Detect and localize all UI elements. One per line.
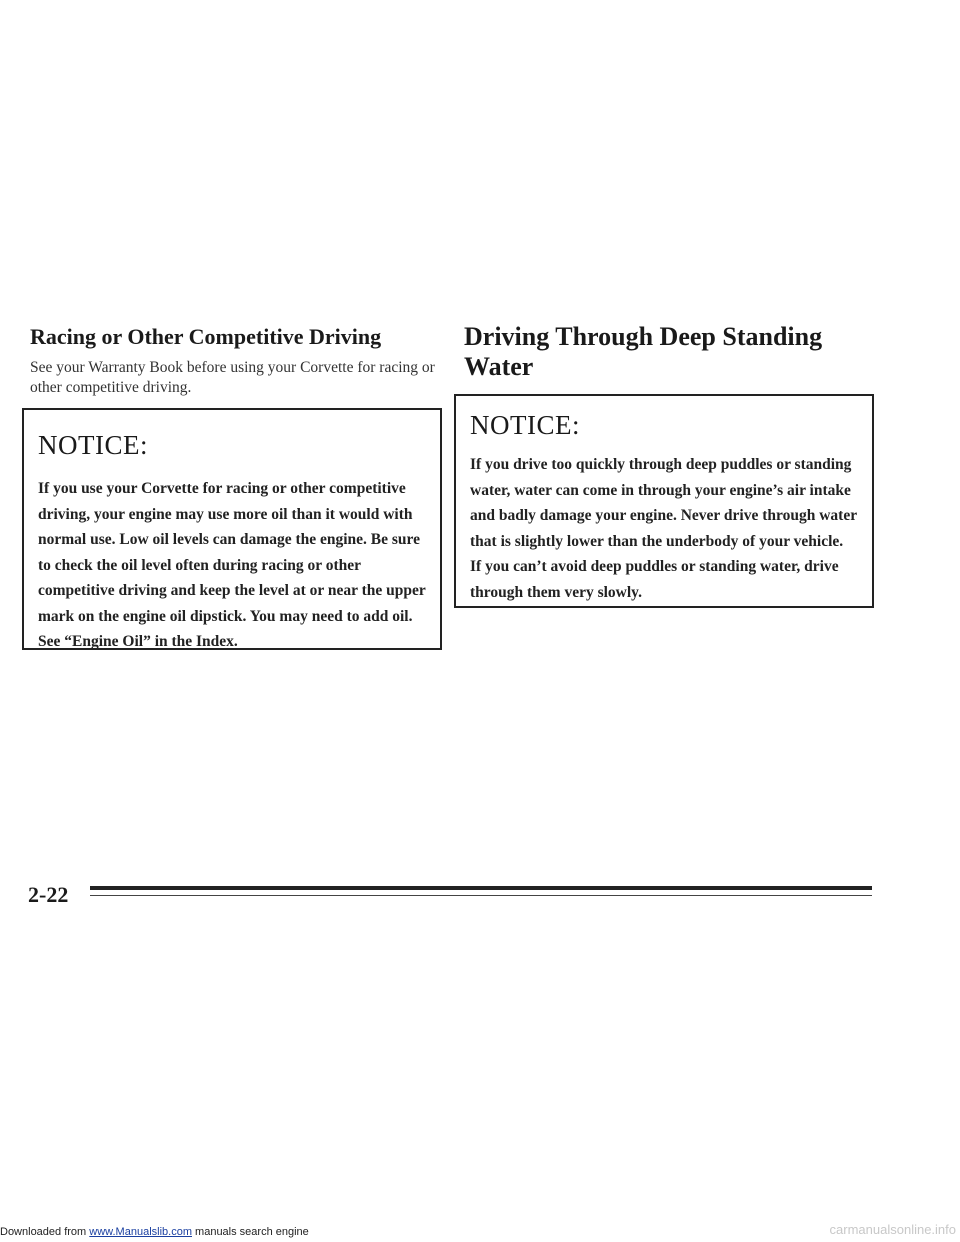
download-note-prefix: Downloaded from	[0, 1226, 90, 1238]
section-heading-deep-water: Driving Through Deep Standing Water	[464, 322, 823, 381]
racing-intro-text: See your Warranty Book before using your Corvette for racing or other competitive driving.	[30, 359, 435, 396]
notice-title: NOTICE:	[470, 410, 580, 440]
notice-title: NOTICE:	[38, 430, 148, 460]
section-heading-racing: Racing or Other Competitive Driving	[30, 324, 382, 349]
download-note	[0, 1226, 309, 1238]
manualslib-link[interactable]: www.Manualslib.com	[89, 1226, 192, 1238]
page-number: 2-22	[28, 882, 69, 907]
footer-rule-thin	[90, 895, 872, 896]
notice-box-deep-water	[454, 394, 874, 608]
notice-box-racing	[22, 408, 442, 650]
footer-rule	[90, 886, 872, 890]
notice-text: If you use your Corvette for racing or other competitive driving, your engine may use more oil than it would with normal use. Low oil levels can damage the engine. Be sure to check the oil level often during racing or other competitive driving and keep the level at or near the upper mark on the engine oil dipstick. You may need to add oil. See “Engine Oil” in the Index.	[38, 480, 426, 650]
notice-text: If you drive too quickly through deep puddles or standing water, water can come in through your engine’s air intake and badly damage your engine. Never drive through water that is slightly lower than the underbody of your vehicle. If you can’t avoid deep puddles or standing water, drive through them very slowly.	[470, 456, 857, 601]
download-note-suffix: manuals search engine	[191, 1226, 309, 1238]
watermark: carmanualsonline.info	[829, 1222, 956, 1237]
